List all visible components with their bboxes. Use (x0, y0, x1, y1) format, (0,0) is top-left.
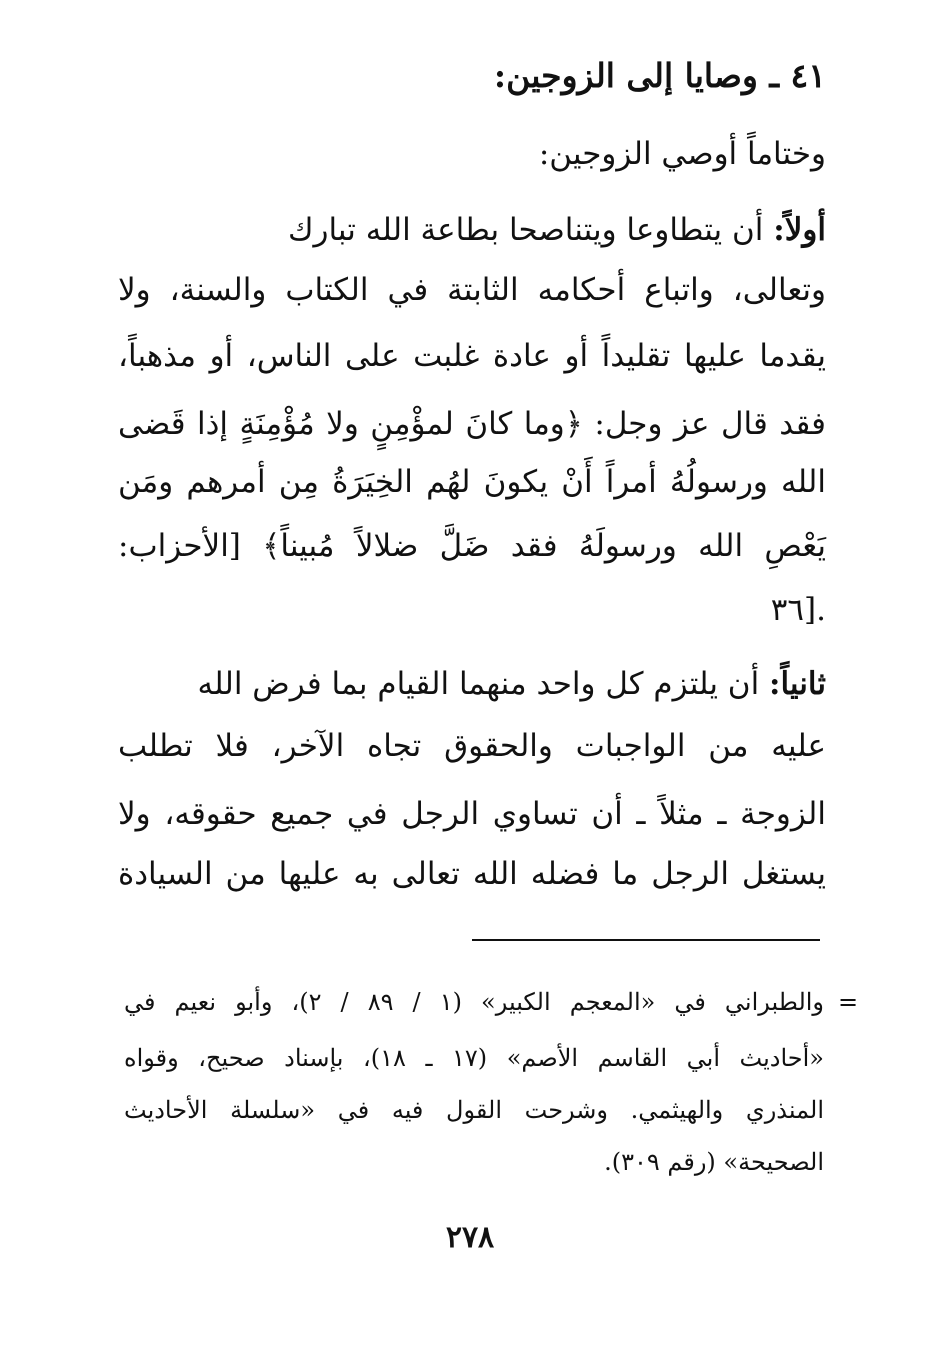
para2-line-1 (197, 666, 826, 702)
para2-line-4: يستغل الرجل ما فضله الله تعالى به عليها من السيادة (118, 856, 826, 892)
para2-line-2: عليه من الواجبات والحقوق تجاه الآخر، فلا تطلب (118, 728, 826, 764)
para1-line-6: يَعْصِ الله ورسولَهُ فقد ضَلَّ ضلالاً مُبيناً﴾ [الأحزاب: (118, 528, 826, 564)
footnote-line-4: الصحيحة» (رقم ٣٠٩). (604, 1148, 824, 1176)
para2-lead: ثانياً: (769, 666, 826, 702)
para1-line-1 (288, 212, 826, 248)
para1-line-3: يقدما عليها تقليداً أو عادة غلبت على الناس، أو مذهباً، (118, 338, 826, 374)
para2-line-3: الزوجة ـ مثلاً ـ أن تساوي الرجل في جميع حقوقه، ولا (118, 796, 826, 832)
section-heading: ٤١ ـ وصايا إلى الزوجين: (493, 56, 826, 95)
para1-lead: أولاً: (773, 212, 826, 248)
footnote-line-3: المنذري والهيثمي. وشرحت القول فيه في «سلسلة الأحاديث (124, 1096, 824, 1124)
footnote-separator (472, 939, 820, 941)
para1-line-2: وتعالى، واتباع أحكامه الثابتة في الكتاب والسنة، ولا (118, 272, 826, 308)
page-number: ٢٧٨ (445, 1220, 495, 1255)
para1-line-1-text: أن يتطاوعا ويتناصحا بطاعة الله تبارك (287, 212, 764, 248)
para1-line-5: الله ورسولُهُ أمراً أَنْ يكونَ لهُم الخِيَرَةُ مِن أمرهم ومَن (118, 464, 826, 500)
para1-line-4: فقد قال عز وجل: ﴿وما كانَ لمؤْمِنٍ ولا مُؤْمِنَةٍ إذا قَضى (118, 406, 826, 442)
intro-line: وختاماً أوصي الزوجين: (538, 136, 826, 172)
para2-line-1-text: أن يلتزم كل واحد منهما القيام بما فرض الله (197, 666, 760, 702)
footnote-line-1: والطبراني في «المعجم الكبير» (١ / ٨٩ / ٢)، وأبو نعيم في (124, 988, 825, 1016)
para1-line-7: ٣٦]. (770, 592, 826, 628)
footnote-line-2: «أحاديث أبي القاسم الأصم» (١٧ ـ ١٨)، بإسناد صحيح، وقواه (124, 1044, 824, 1072)
footnote-continuation-mark: = (838, 988, 859, 1016)
